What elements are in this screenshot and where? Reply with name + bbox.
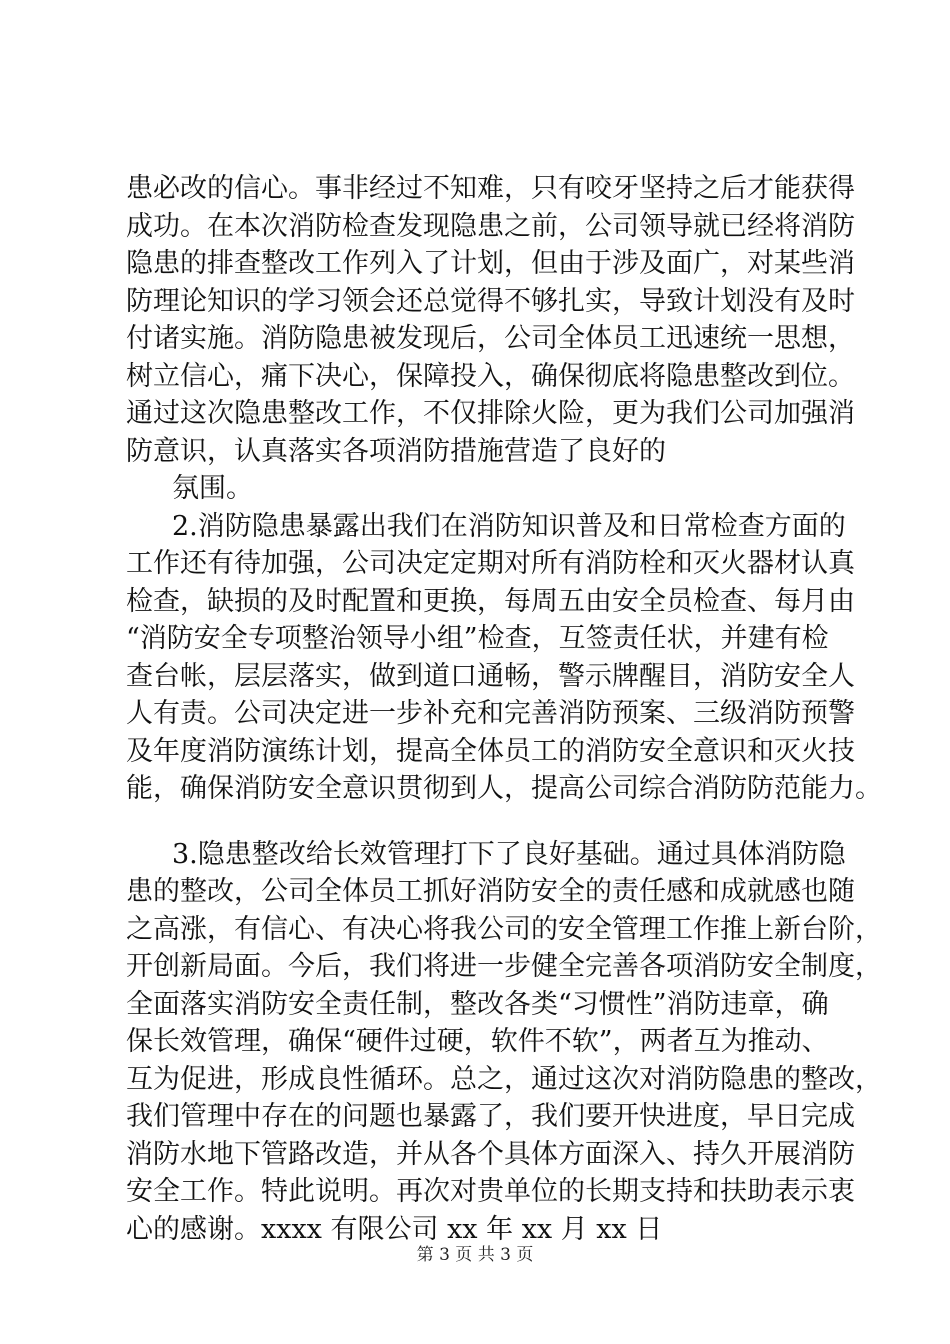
text-line: 付诸实施。消防隐患被发现后，公司全体员工迅速统一思想， (126, 323, 855, 354)
text-line: 保长效管理，确保“硬件过硬，软件不软”，两者互为推动、 (126, 1026, 829, 1057)
text-line: 患的整改，公司全体员工抓好消防安全的责任感和成就感也随 (126, 876, 855, 907)
text-line: 人有责。公司决定进一步补充和完善消防预案、三级消防预警 (126, 698, 855, 729)
text-line: 成功。在本次消防检查发现隐患之前，公司领导就已经将消防 (126, 210, 855, 242)
page-number-footer: 第 3 页 共 3 页 (416, 1245, 534, 1265)
text-line: 3.隐患整改给长效管理打下了良好基础。通过具体消防隐 (172, 838, 846, 870)
text-line: 安全工作。特此说明。再次对贵单位的长期支持和扶助表示衷 (126, 1176, 855, 1207)
text-line: 互为促进，形成良性循环。总之，通过这次对消防隐患的整改， (126, 1063, 882, 1095)
text-line: 2.消防隐患暴露出我们在消防知识普及和日常检查方面的 (172, 510, 846, 542)
paragraph-spacer (126, 808, 846, 836)
text-line: 防意识，认真落实各项消防措施营造了良好的 (126, 435, 666, 467)
text-line: 全面落实消防安全责任制，整改各类“习惯性”消防违章，确 (126, 988, 829, 1020)
text-line: 及年度消防演练计划，提高全体员工的消防安全意识和灭火技 (126, 735, 855, 767)
text-line: 我们管理中存在的问题也暴露了，我们要开快进度，早日完成 (126, 1101, 855, 1132)
text-line: 工作还有待加强，公司决定定期对所有消防栓和灭火器材认真 (126, 548, 855, 579)
text-line: 之高涨，有信心、有决心将我公司的安全管理工作推上新台阶， (126, 913, 882, 945)
text-line: 树立信心，痛下决心，保障投入，确保彻底将隐患整改到位。 (126, 360, 855, 392)
text-line: 检查，缺损的及时配置和更换，每周五由安全员检查、每月由 (126, 585, 855, 617)
text-line: 防理论知识的学习领会还总觉得不够扎实，导致计划没有及时 (126, 285, 855, 317)
text-line: 患必改的信心。事非经过不知难，只有咬牙坚持之后才能获得 (126, 173, 855, 204)
document-body (126, 170, 882, 1248)
text-line: 查台帐，层层落实，做到道口通畅，警示牌醒目，消防安全人 (126, 660, 855, 692)
text-line: “消防安全专项整治领导小组”检查，互签责任状，并建有检 (126, 623, 829, 654)
text-line: 消防水地下管路改造，并从各个具体方面深入、持久开展消防 (126, 1138, 855, 1170)
text-line: 氛围。 (172, 473, 253, 504)
paragraph-3 (126, 836, 882, 1249)
text-line: 通过这次隐患整改工作，不仅排除火险，更为我们公司加强消 (126, 398, 855, 429)
text-line: 能，确保消防安全意识贯彻到人，提高公司综合消防防范能力。 (126, 773, 882, 804)
paragraph-2 (126, 508, 882, 808)
text-line: 隐患的排查整改工作列入了计划，但由于涉及面广，对某些消 (126, 248, 855, 279)
paragraph-1 (126, 170, 855, 508)
text-line: 开创新局面。今后，我们将进一步健全完善各项消防安全制度， (126, 951, 882, 982)
text-line: 心的感谢。xxxx 有限公司 xx 年 xx 月 xx 日 (126, 1213, 663, 1245)
